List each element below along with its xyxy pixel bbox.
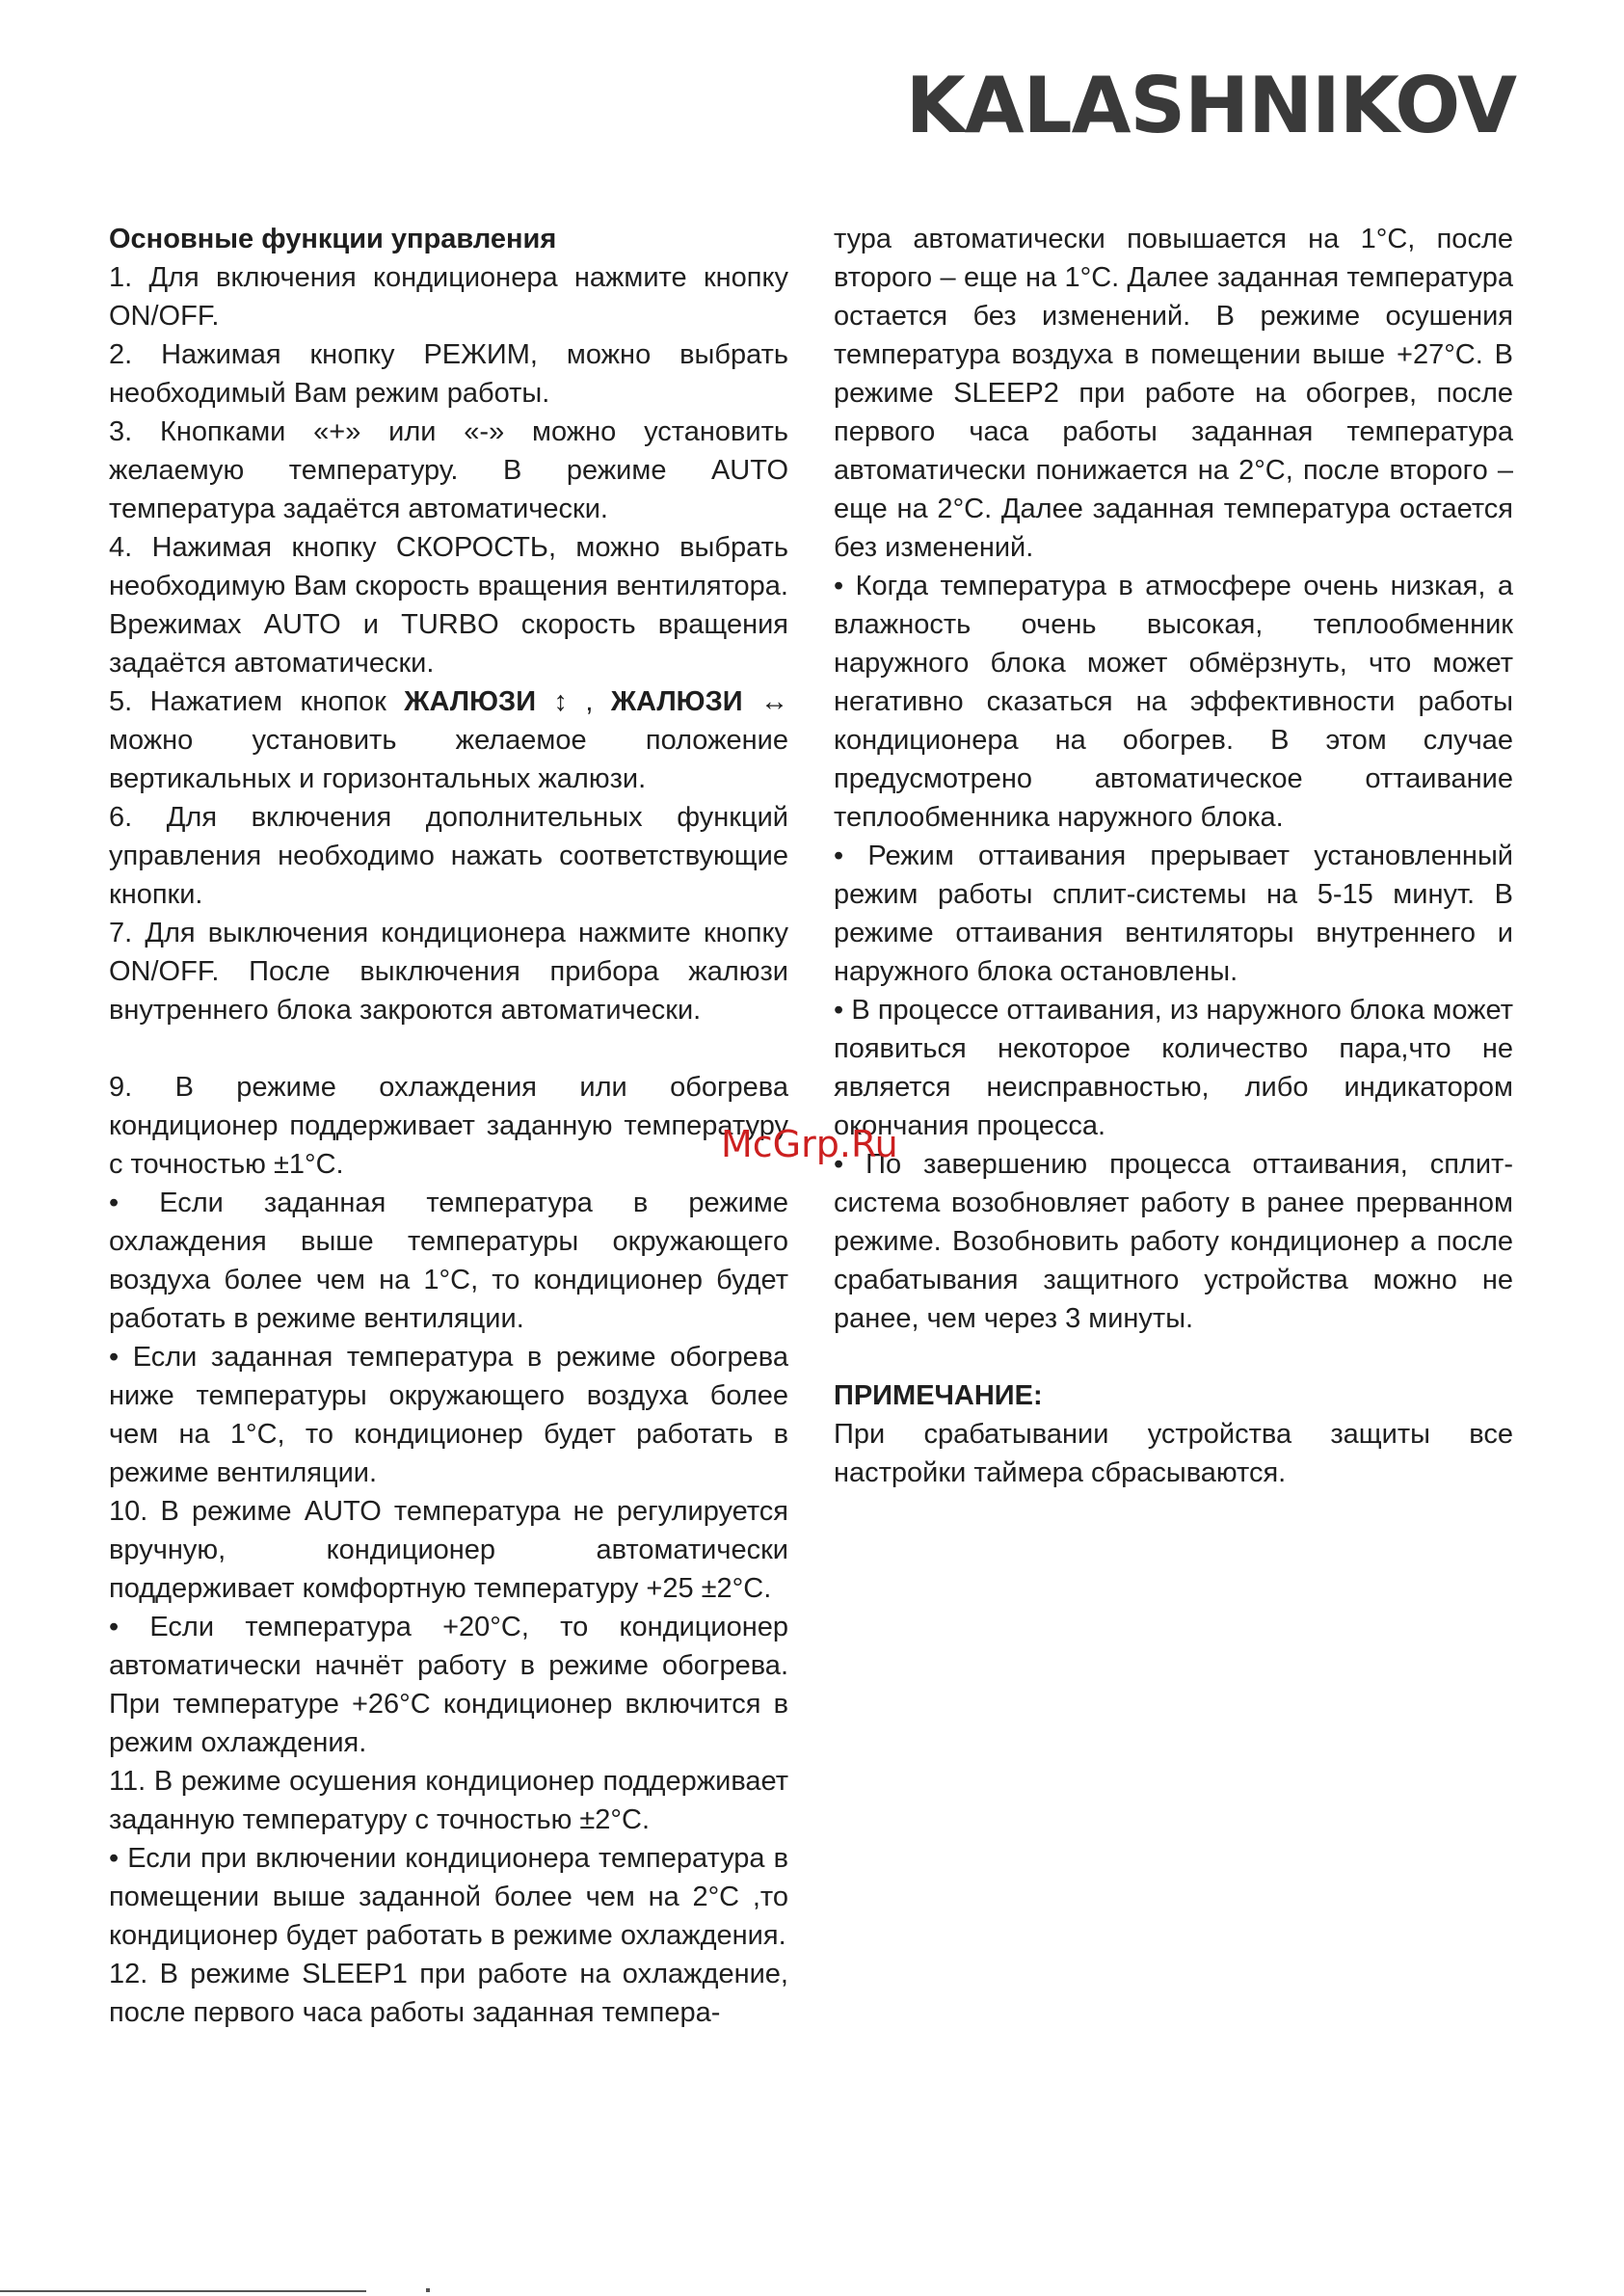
louver-vertical-label: ЖАЛЮЗИ ↕ <box>404 686 568 717</box>
instruction-11-bullet-1: • Если при включении кондиционера температура в помещении выше заданной более чем на 2°С ,то кондиционер будет работать в режиме охлаждения. <box>109 1843 788 1951</box>
instruction-5 <box>109 682 788 798</box>
right-column <box>834 220 1513 1492</box>
footer-rule <box>0 2290 366 2292</box>
spacer <box>109 1029 788 1068</box>
defrost-bullet-1: • Когда температура в атмосфере очень низкая, а влажность очень высокая, теплообменник наружного блока может обмёрзнуть, что может негативно сказаться на эффективности работы кондиционера на обогрев. В этом случае предусмотрено автоматическое оттаивание теплообменника наружного блока. <box>834 571 1513 833</box>
defrost-bullet-4: • По завершению процесса оттаивания, сплит-система возобновляет работу в ранее прерванном режиме. Возобновить работу кондиционер а после срабатывания защитного устройства можно не ранее, чем через 3 минуты. <box>834 1149 1513 1334</box>
instruction-7: 7. Для выключения кондиционера нажмите кнопку ON/OFF. После выключения прибора жалюзи внутреннего блока закроются автоматически. <box>109 918 788 1026</box>
instruction-4: 4. Нажимая кнопку СКОРОСТЬ, можно выбрать необходимую Вам скорость вращения вентилятора. Врежимах AUTO и TURBO скорость вращения задаётся автоматически. <box>109 532 788 679</box>
note-title: ПРИМЕЧАНИЕ: <box>834 1380 1043 1411</box>
instruction-5-sep: , <box>567 686 611 717</box>
spacer <box>834 1338 1513 1376</box>
footer-mark <box>426 2288 430 2292</box>
instruction-9-bullet-2: • Если заданная температура в режиме обогрева ниже температуры окружающего воздуха более чем на 1°С, то кондиционер будет работать в режиме вентиляции. <box>109 1342 788 1488</box>
instruction-9-bullet-1: • Если заданная температура в режиме охлаждения выше температуры окружающего воздуха более чем на 1°С, то кондиционер будет работать в режиме вентиляции. <box>109 1188 788 1334</box>
watermark: McGrp.Ru <box>721 1123 898 1165</box>
instruction-12-continued: тура автоматически повышается на 1°С, после второго – еще на 1°С. Далее заданная температура остается без изменений. В режиме осушения температура воздуха в помещении выше +27°С. В режиме SLEEP2 при работе на обогрев, после первого часа работы заданная температура автоматически понижается на 2°С, после второго – еще на 2°С. Далее заданная температура остается без изменений. <box>834 224 1513 563</box>
brand-logo: KALASHNIKOV <box>905 61 1516 150</box>
instruction-11: 11. В режиме осушения кондиционер поддерживает заданную температуру с точностью ±2°С. <box>109 1766 788 1835</box>
instruction-10: 10. В режиме AUTO температура не регулируется вручную, кондиционер автоматически поддерживает комфортную температуру +25 ±2°С. <box>109 1496 788 1604</box>
instruction-3: 3. Кнопками «+» или «-» можно установить желаемую температуру. В режиме AUTO температура задаётся автоматически. <box>109 416 788 524</box>
instruction-2: 2. Нажимая кнопку РЕЖИМ, можно выбрать необходимый Вам режим работы. <box>109 339 788 409</box>
section-heading: Основные функции управления <box>109 224 557 254</box>
note-text: При срабатывании устройства защиты все настройки таймера сбрасываются. <box>834 1419 1513 1488</box>
instruction-9: 9. В режиме охлаждения или обогрева кондиционер поддерживает заданную температуру с точностью ±1°С. <box>109 1072 788 1180</box>
instruction-6: 6. Для включения дополнительных функций управления необходимо нажать соответствующие кнопки. <box>109 802 788 910</box>
instruction-1: 1. Для включения кондиционера нажмите кнопку ON/OFF. <box>109 262 788 332</box>
louver-horizontal-label: ЖАЛЮЗИ ↔ <box>610 686 789 717</box>
left-column <box>109 220 788 2032</box>
defrost-bullet-2: • Режим оттаивания прерывает установленный режим работы сплит-системы на 5-15 минут. В режиме оттаивания вентиляторы внутреннего и наружного блока остановлены. <box>834 841 1513 987</box>
instruction-5-suffix: можно установить желаемое положение вертикальных и горизонтальных жалюзи. <box>109 725 788 794</box>
instruction-5-prefix: 5. Нажатием кнопок <box>109 686 405 717</box>
defrost-bullet-3: • В процессе оттаивания, из наружного блока может появиться некоторое количество пара,что не является неисправностью, либо индикатором окончания процесса. <box>834 995 1513 1141</box>
instruction-10-bullet-1: • Если температура +20°С, то кондиционер автоматически начнёт работу в режиме обогрева. При температуре +26°С кондиционер включится в режим охлаждения. <box>109 1612 788 1758</box>
instruction-12: 12. В режиме SLEEP1 при работе на охлаждение, после первого часа работы заданная темпера- <box>109 1959 788 2028</box>
